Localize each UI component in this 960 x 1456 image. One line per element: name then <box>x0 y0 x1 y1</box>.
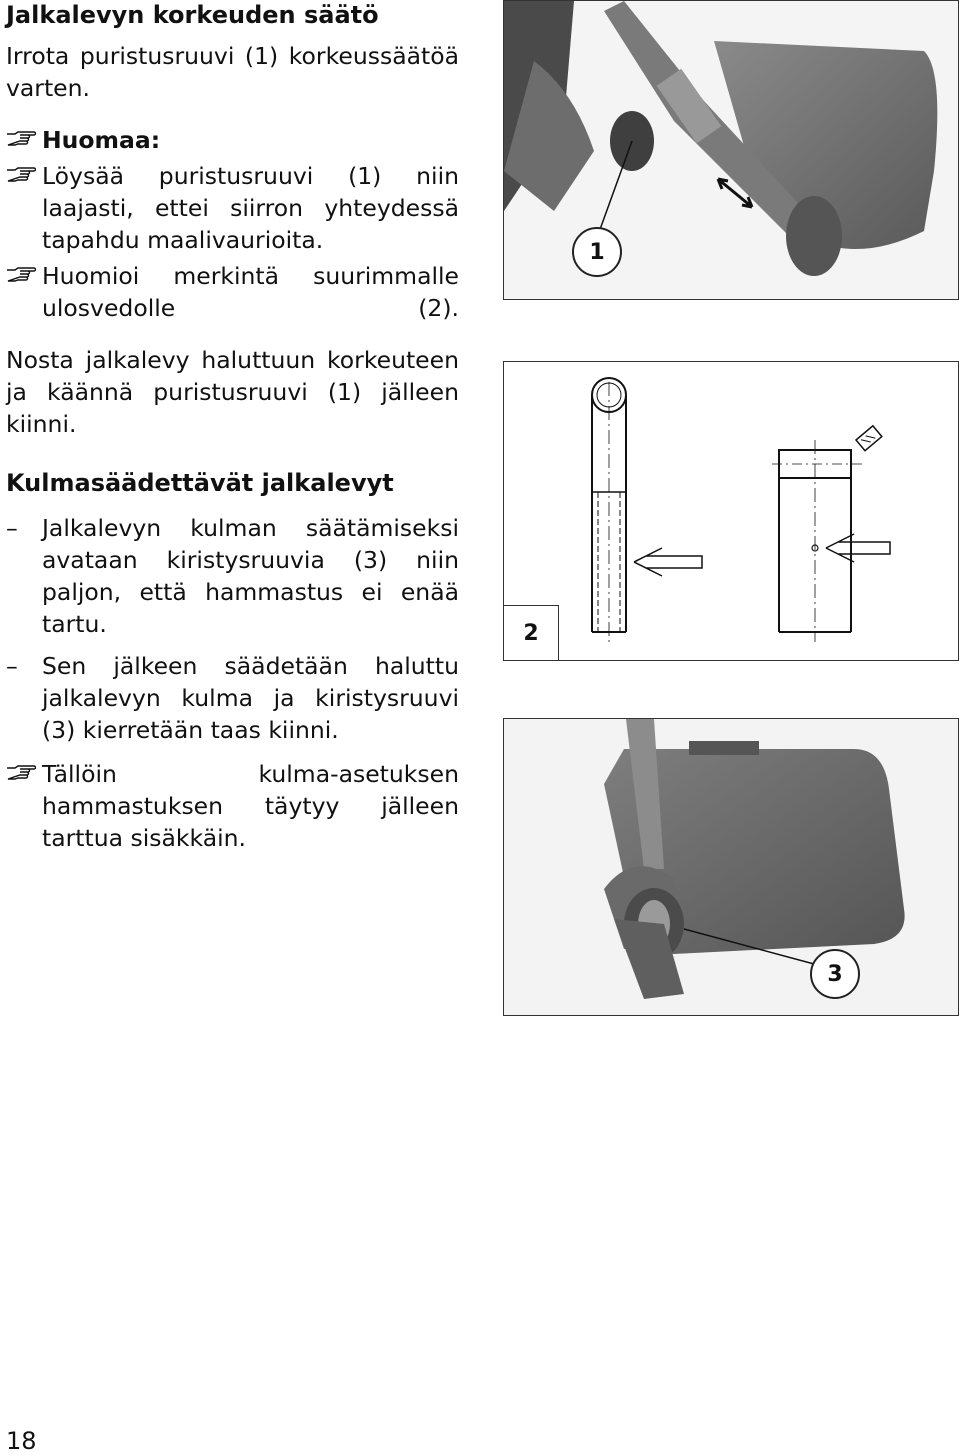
dash-bullet: – <box>6 514 18 542</box>
callout-1: 1 <box>572 227 622 277</box>
callout-3: 3 <box>810 949 860 999</box>
section-title-angle: Kulmasäädettävät jalkalevyt <box>6 469 394 497</box>
dash-bullet: – <box>6 652 18 680</box>
page-number: 18 <box>6 1427 37 1455</box>
figure-marking-drawing <box>503 361 959 661</box>
pointing-hand-icon <box>6 764 36 782</box>
text-column <box>6 0 459 854</box>
angle-footrest-photo-illustration <box>504 719 958 1015</box>
note-text: Huomioi merkintä suurimmalle ulosvedolle (2). <box>42 262 459 322</box>
note-heading: Huomaa: <box>42 126 161 154</box>
pointing-hand-icon <box>6 266 36 284</box>
note-item <box>6 160 459 256</box>
step-text: Sen jälkeen säädetään haluttu jalkalevyn kulma ja kiristysruuvi (3) kierretään taas kiinni. <box>42 652 459 744</box>
note-item <box>6 758 459 854</box>
note-text: Löysää puristusruuvi (1) niin laajasti, ettei siirron yhteydessä tapahdu maalivaurioita. <box>42 162 459 254</box>
note-heading-row <box>6 124 459 156</box>
pointing-hand-icon <box>6 130 36 148</box>
note-item <box>6 260 459 324</box>
step-text: Jalkalevyn kulman säätämiseksi avataan kiristysruuvia (3) niin paljon, että hammastus ei enää tartu. <box>42 514 459 638</box>
note-text: Tällöin kulma-asetuksen hammastuksen täytyy jälleen tarttua sisäkkäin. <box>42 760 459 852</box>
figure-angle-adjustment-photo <box>503 718 959 1016</box>
step-item <box>6 650 459 746</box>
figure-label-2: 2 <box>503 605 559 661</box>
step-item <box>6 512 459 640</box>
section-title-height: Jalkalevyn korkeuden säätö <box>6 1 379 29</box>
intro-paragraph: Irrota puristusruuvi (1) korkeussäätöä varten. <box>6 42 459 102</box>
pointing-hand-icon <box>6 166 36 184</box>
marking-line-drawing <box>504 362 958 660</box>
body-paragraph: Nosta jalkalevy haluttuun korkeuteen ja käännä puristusruuvi (1) jälleen kiinni. <box>6 346 459 438</box>
figure-height-adjustment-photo <box>503 0 959 300</box>
